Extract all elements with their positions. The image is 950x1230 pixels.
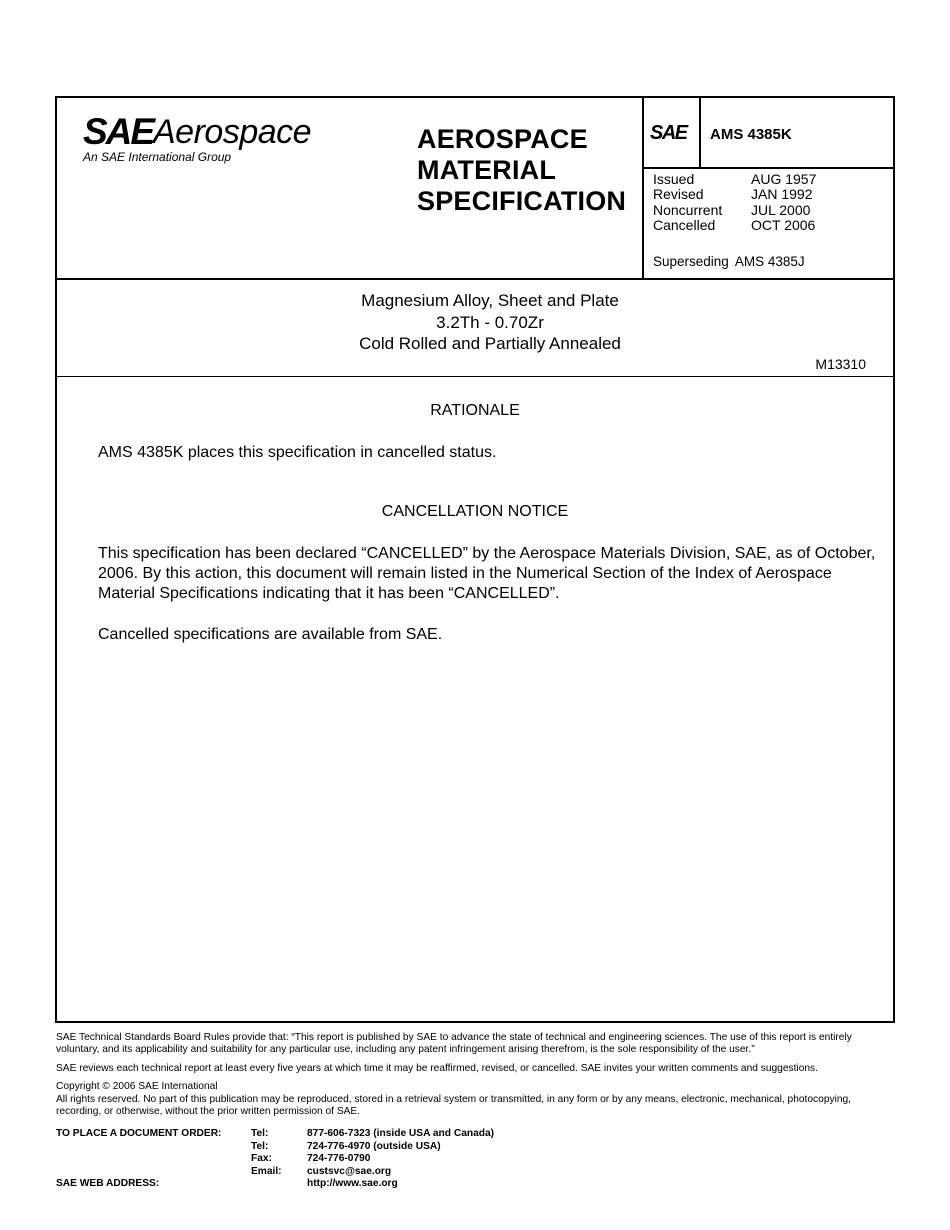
cancellation-text: This specification has been declared “CANCELLED” by the Aerospace Materials Division, SAE, as of October, 2006. By this action, this document will remain listed in the Numerical Section of the Index of Aerospace Material Specifications indicating that it has been “CANCELLED”. <box>98 545 876 603</box>
contact-phone: 724-776-4970 (outside USA) <box>307 1140 441 1152</box>
date-value: OCT 2006 <box>751 216 816 233</box>
header-vertical-divider <box>642 98 644 278</box>
date-value: JAN 1992 <box>751 186 813 203</box>
document-number: AMS 4385K <box>710 126 792 143</box>
superseding-label: Superseding <box>653 254 729 269</box>
availability-text: Cancelled specifications are available from SAE. <box>98 626 443 643</box>
date-value: JUL 2000 <box>751 201 811 218</box>
date-label: Revised <box>653 186 704 203</box>
contact-phone: 877-606-7323 (inside USA and Canada) <box>307 1128 495 1139</box>
title-line: MATERIAL <box>417 155 557 185</box>
title-line: SPECIFICATION <box>417 186 627 216</box>
document-type-title <box>417 124 626 217</box>
sae-corner-logo: SAE <box>650 122 687 144</box>
superseding-value: AMS 4385J <box>734 254 805 269</box>
cancellation-heading: CANCELLATION NOTICE <box>381 503 569 520</box>
date-label: Cancelled <box>653 216 716 233</box>
web-label: SAE WEB ADDRESS: <box>56 1178 160 1190</box>
contact-key: Tel: <box>251 1128 269 1139</box>
rationale-text: AMS 4385K places this specification in cancelled status. <box>98 444 497 461</box>
subject-line: 3.2Th - 0.70Zr <box>436 312 544 332</box>
logo-brand: SAE <box>83 111 154 152</box>
logo-wordmark: Aerospace <box>153 113 312 151</box>
superseding-line <box>653 254 805 269</box>
contact-fax: 724-776-0790 <box>307 1153 371 1165</box>
contact-key: Email: <box>251 1165 282 1177</box>
rights-text: All rights reserved. No part of this publication may be reproduced, stored in a retrieval system or transmitted, in any form or by any means, electronic, mechanical, photocopying, recording, or otherwise, without the prior written permission of SAE. <box>56 1093 851 1118</box>
review-text: SAE reviews each technical report at least every five years at which time it may be reaffirmed, revised, or cancelled. SAE invites your written comments and suggestions. <box>56 1062 818 1074</box>
document-frame <box>55 96 895 1023</box>
rationale-heading: RATIONALE <box>430 402 520 419</box>
material-code: M13310 <box>815 356 866 372</box>
legal-footer <box>56 1032 898 1118</box>
order-label: TO PLACE A DOCUMENT ORDER: <box>56 1128 222 1139</box>
header-divider <box>57 278 893 280</box>
subject-line: Magnesium Alloy, Sheet and Plate <box>361 291 619 310</box>
document-subject <box>57 290 923 355</box>
rules-text: SAE Technical Standards Board Rules provide that: “This report is published by SAE to advance the state of technical and engineering sciences. The use of this report is entirely voluntary, and its applicability and suitability for any particular use, including any patent infringement arising therefrom, is the sole responsibility of the user.” <box>56 1032 852 1056</box>
contact-key: Tel: <box>251 1140 269 1152</box>
subject-line: Cold Rolled and Partially Annealed <box>359 334 621 353</box>
contact-key: Fax: <box>251 1153 272 1165</box>
logo-tagline: An SAE International Group <box>83 150 232 164</box>
copyright-text: Copyright © 2006 SAE International <box>56 1081 218 1093</box>
subject-divider <box>57 376 893 377</box>
title-line: AEROSPACE <box>417 124 588 154</box>
corner-logo-divider <box>699 98 701 167</box>
contact-email: custsvc@sae.org <box>307 1165 392 1177</box>
web-address: http://www.sae.org <box>307 1178 398 1190</box>
date-label: Issued <box>653 171 695 187</box>
sae-aerospace-logo <box>83 111 333 166</box>
date-value: AUG 1957 <box>751 171 817 187</box>
doc-number-divider <box>642 167 893 169</box>
date-label: Noncurrent <box>653 201 723 218</box>
